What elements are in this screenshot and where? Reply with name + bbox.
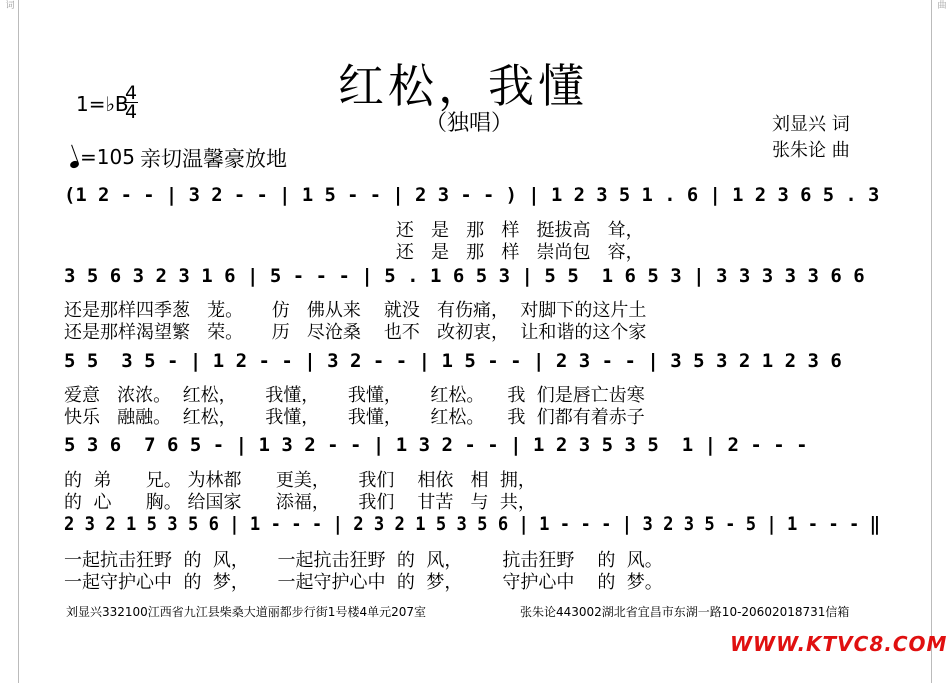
lyricist-credit: 刘显兴 词 — [772, 114, 850, 135]
song-title: 红松，我懂 — [338, 59, 588, 113]
lyricist-address: 刘显兴332100江西省九江县柴桑大道丽都步行街1号楼4单元207室 — [66, 605, 426, 619]
tempo-marking — [70, 145, 135, 169]
tempo-value: =105 — [80, 145, 135, 169]
watermark-left: 词 — [5, 1, 15, 11]
notation-line-4: 5 3 6 7 6 5 - | 1 3 2 - - | 1 3 2 - - | 1 2 3 5 3 5 1 | 2 - - - — [64, 434, 808, 456]
lyric-line-3-verse-1: 爱意 浓浓。 红松， 我懂， 我懂， 红松。 我 们是唇亡齿寒 — [64, 385, 645, 406]
lyric-line-2-verse-1: 还是那样四季葱 茏。 仿 佛从来 就没 有伤痛， 对脚下的这片土 — [64, 300, 647, 321]
notation-line-3: 5 5 3 5 - | 1 2 - - | 3 2 - - | 1 5 - - | 2 3 - - | 3 5 3 2 1 2 3 6 — [64, 350, 842, 372]
lyric-line-4-verse-2: 的 心 胸。 给国家 添福， 我们 甘苦 与 共， — [64, 492, 536, 513]
lyric-line-2-verse-2: 还是那样渴望繁 荣。 历 尽沧桑 也不 改初衷， 让和谐的这个家 — [64, 322, 647, 343]
time-signature-top: 4 — [124, 82, 138, 104]
notation-line-1: (1 2 - - | 3 2 - - | 1 5 - - | 2 3 - - ) | 1 2 3 5 1 . 6 | 1 2 3 6 5 . 3 — [64, 184, 880, 206]
composer-credit: 张朱论 曲 — [772, 140, 850, 161]
song-subtitle: （独唱） — [425, 111, 514, 136]
right-border — [931, 0, 932, 683]
time-signature — [124, 84, 138, 121]
key-signature: 1=♭B — [76, 92, 129, 116]
watermark-right: 曲 — [937, 1, 947, 11]
lyric-line-5-verse-2: 一起守护心中 的 梦， 一起守护心中 的 梦， 守护心中 的 梦。 — [64, 572, 663, 593]
notation-line-5: 2 3 2 1 5 3 5 6 | 1 - - - | 2 3 2 1 5 3 5 6 | 1 - - - | 3 2 3 5 - 5 | 1 - - - ‖ — [64, 513, 881, 535]
quarter-note-icon — [69, 160, 80, 170]
lyric-line-3-verse-2: 快乐 融融。 红松， 我懂， 我懂， 红松。 我 们都有着赤子 — [64, 407, 645, 428]
lyric-line-1-verse-1: 还 是 那 样 挺拔高 耸， — [64, 220, 644, 241]
expression-marking: 亲切温馨豪放地 — [140, 147, 287, 171]
notation-line-2: 3 5 6 3 2 3 1 6 | 5 - - - | 5 . 1 6 5 3 | 5 5 1 6 5 3 | 3 3 3 3 3 6 6 — [64, 265, 865, 287]
left-border — [18, 0, 19, 683]
site-logo: WWW.KTVC8.COM — [730, 632, 948, 656]
time-signature-bottom: 4 — [124, 101, 138, 123]
lyric-line-4-verse-1: 的 弟 兄。 为林都 更美， 我们 相依 相 拥， — [64, 470, 536, 491]
lyric-line-5-verse-1: 一起抗击狂野 的 风， 一起抗击狂野 的 风， 抗击狂野 的 风。 — [64, 550, 663, 571]
lyric-line-1-verse-2: 还 是 那 样 崇尚包 容， — [64, 242, 644, 263]
composer-address: 张朱论443002湖北省宜昌市东湖一路10-20602018731信箱 — [520, 605, 850, 619]
